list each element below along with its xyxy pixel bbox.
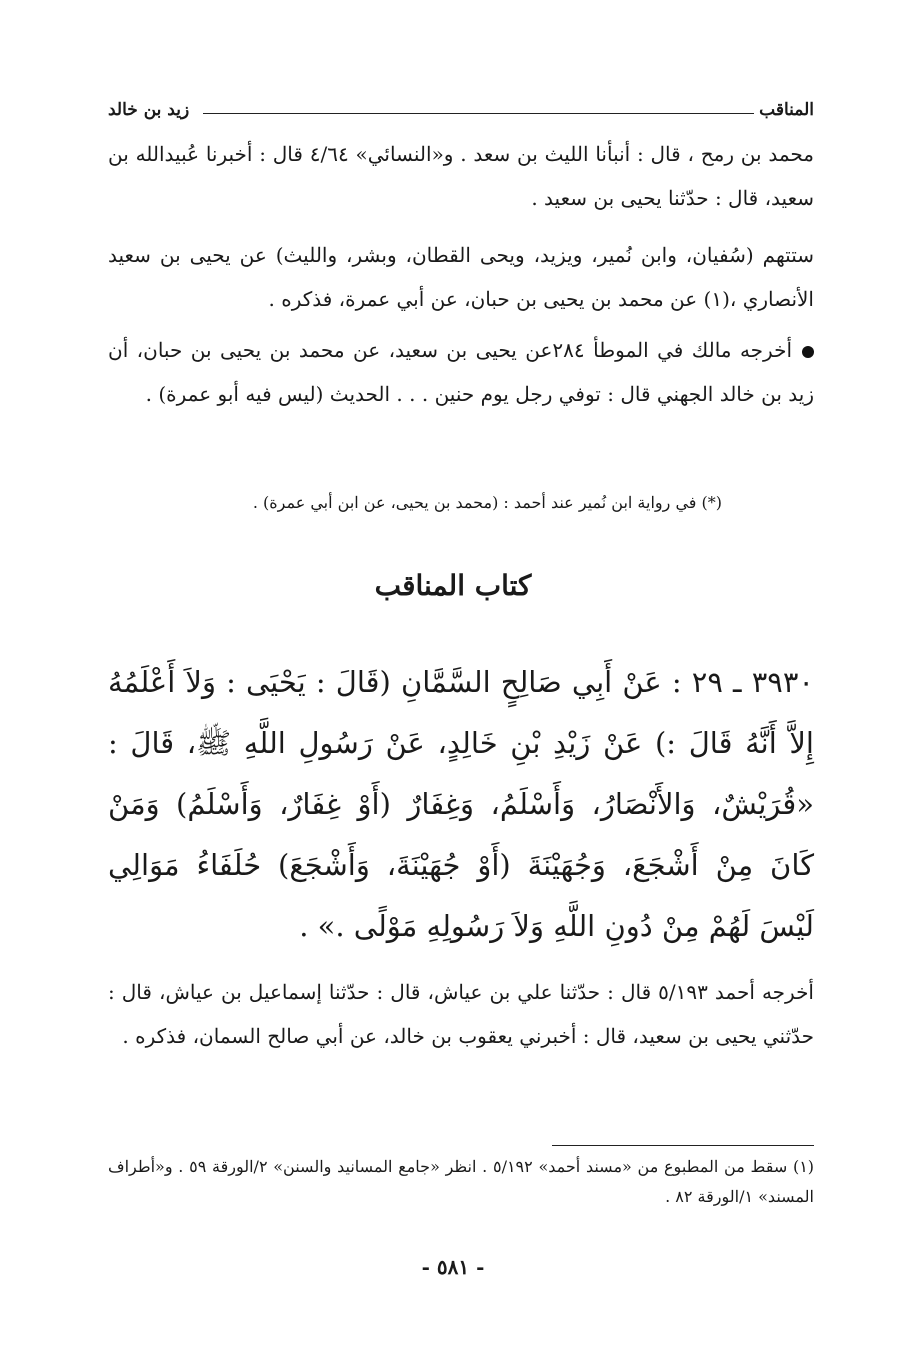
header-rule xyxy=(203,113,754,114)
star-note: (*) في رواية ابن نُمير عند أحمد : (محمد بن يحيى، عن ابن أبي عمرة) . xyxy=(252,493,722,512)
narrators-summary-paragraph: ستتهم (سُفيان، وابن نُمير، ويزيد، ويحى القطان، وبشر، والليث) عن يحيى بن سعيد الأنصاري ،(١) عن محمد بن يحيى بن حبان، عن أبي عمرة، فذكره . xyxy=(108,243,814,311)
bullet-icon xyxy=(802,346,814,358)
running-header xyxy=(108,98,814,122)
footnote-rule xyxy=(552,1145,814,1146)
takhrij-ahmad-paragraph: أخرجه أحمد ٥/١٩٣ قال : حدّثنا علي بن عياش، قال : حدّثنا إسماعيل بن عياش، قال : حدّثني يحيى بن سعيد، قال : أخبرني يعقوب بن خالد، عن أبي صالح السمان، فذكره . xyxy=(108,980,814,1048)
narration-chain-paragraph: محمد بن رمح ، قال : أنبأنا الليث بن سعد . و«النسائي» ٤/٦٤ قال : أخبرنا عُبيدالله بن سعيد، قال : حدّثنا يحيى بن سعيد . xyxy=(108,142,814,210)
hadith-block xyxy=(108,652,814,957)
takhrij-paragraph xyxy=(108,328,814,416)
header-subject-title: زيد بن خالد xyxy=(108,100,190,120)
hadith-text: «قُرَيْشٌ، وَالأَنْصَارُ، وَأَسْلَمُ، وَغِفَارٌ (أَوْ غِفَارٌ، وَأَسْلَمُ) وَمَنْ كَانَ مِنْ أَشْجَعَ، وَجُهَيْنَةَ (أَوْ جُهَيْنَةَ، وَأَشْجَعَ) حُلَفَاءُ مَوَالِي لَيْسَ لَهُمْ مِنْ دُونِ اللَّهِ وَلاَ رَسُولِهِ مَوْلًى .» . xyxy=(108,787,814,943)
footnote: (١) سقط من المطبوع من «مسند أحمد» ٥/١٩٢ . انظر «جامع المسانيد والسنن» ٢/الورقة ٥٩ . و«أطراف المسند» ١/الورقة ٨٢ . xyxy=(108,1157,815,1206)
header-section-title: المناقب xyxy=(759,100,814,120)
takhrij-text: أخرجه مالك في الموطأ ٢٨٤عن يحيى بن سعيد، عن محمد بن يحيى بن حبان، أن زيد بن خالد الجهني قال : توفي رجل يوم حنين . . . الحديث (ليس فيه أبو عمرة) . xyxy=(108,338,814,406)
hadith-intro: ٣٩٣٠ ـ ٢٩ : عَنْ أَبِي صَالِحٍ السَّمَّانِ (قَالَ : يَحْيَى : وَلاَ أَعْلَمُهُ إِلاَّ أَنَّهُ قَالَ :) عَنْ زَيْدِ بْنِ خَالِدٍ، عَنْ رَسُولِ اللَّهِ ﷺ، قَالَ : xyxy=(108,665,814,760)
page-number: - ٥٨١ - xyxy=(421,1255,485,1279)
chapter-heading: كتاب المناقب xyxy=(374,569,532,602)
